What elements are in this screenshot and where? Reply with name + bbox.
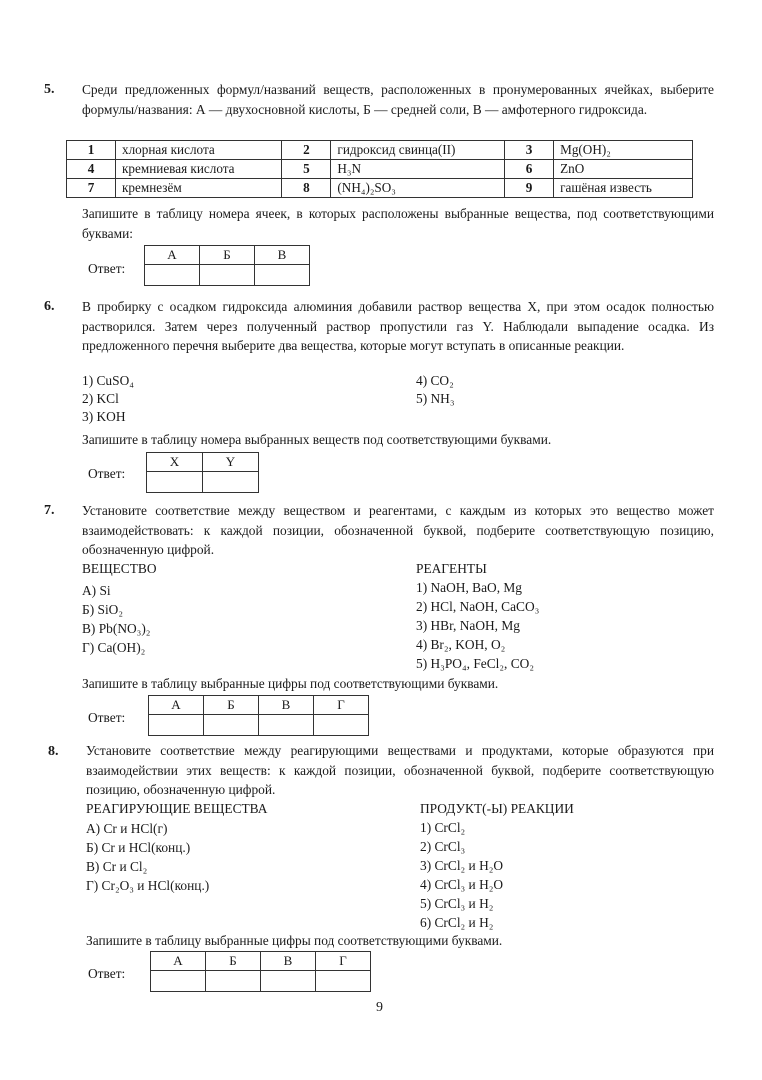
reactant-item-b: Б) Cr и HCl(конц.) [86,840,191,855]
answer-cell[interactable] [203,472,259,493]
answer-header: В [255,246,310,265]
question-7-answer-table [148,695,369,736]
cell-number: 9 [505,179,554,198]
answer-cell[interactable] [204,715,259,736]
cell-number: 5 [282,160,331,179]
product-item-6: 6) CrCl₂ и H₂ [420,915,494,930]
column-title-reactants: РЕАГИРУЮЩИЕ ВЕЩЕСТВА [86,801,268,816]
option-1: 1) CuSO₄ [82,373,134,388]
reagent-item-5: 5) H₃PO₄, FeCl₂, CO₂ [416,656,534,671]
option-5: 5) NH₃ [416,391,455,406]
answer-cell[interactable] [145,265,200,286]
product-item-1: 1) CrCl₂ [420,820,466,835]
substance-item-a: А) Si [82,583,111,598]
substance-item-g: Г) Ca(OH)₂ [82,640,146,655]
answer-header: А [151,952,206,971]
answer-header: А [149,696,204,715]
substance-item-v: В) Pb(NO₃)₂ [82,621,151,636]
product-item-3: 3) CrCl₂ и H₂O [420,858,504,873]
answer-cell[interactable] [255,265,310,286]
column-title-products: ПРОДУКТ(-Ы) РЕАКЦИИ [420,801,574,816]
answer-cell[interactable] [206,971,261,992]
reactant-item-a: А) Cr и HCl(г) [86,821,168,836]
question-5-number: 5. [44,82,55,97]
cell-substance: Mg(OH)₂ [554,141,693,160]
reagent-item-2: 2) HCl, NaOH, CaCO₃ [416,599,540,614]
question-8-instruction: Запишите в таблицу выбранные цифры под соответствующими буквами. [86,933,503,948]
answer-header-row [149,696,369,715]
question-7-instruction: Запишите в таблицу выбранные цифры под соответствующими буквами. [82,676,499,691]
answer-input-row [151,971,371,992]
table-row [67,141,693,160]
question-5-instruction: Запишите в таблицу номера ячеек, в которых расположены выбранные вещества, под соответствующими буквами: [82,206,714,241]
answer-header-row [147,453,259,472]
table-row [67,179,693,198]
answer-header: В [261,952,316,971]
reagent-item-4: 4) Br₂, KOH, O₂ [416,637,506,652]
cell-number: 3 [505,141,554,160]
answer-input-row [147,472,259,493]
question-8-answer-table [150,951,371,992]
cell-substance: гидроксид свинца(II) [331,141,505,160]
product-item-2: 2) CrCl₃ [420,839,466,854]
answer-cell[interactable] [147,472,203,493]
question-6-number: 6. [44,299,55,314]
option-2: 2) KCl [82,391,119,406]
question-5-answer-table [144,245,310,286]
answer-header: А [145,246,200,265]
column-title-substance: ВЕЩЕСТВО [82,561,157,576]
cell-substance: кремнезём [116,179,282,198]
answer-cell[interactable] [261,971,316,992]
answer-label: Ответ: [88,710,126,725]
cell-substance: кремниевая кислота [116,160,282,179]
option-3: 3) KOH [82,409,126,424]
answer-header: Б [200,246,255,265]
answer-cell[interactable] [259,715,314,736]
cell-substance: ZnO [554,160,693,179]
answer-input-row [149,715,369,736]
product-item-5: 5) CrCl₃ и H₂ [420,896,494,911]
answer-input-row [145,265,310,286]
answer-label: Ответ: [88,966,126,981]
question-6-answer-table [146,452,259,493]
cell-substance: гашёная известь [554,179,693,198]
page-number: 9 [376,1000,383,1015]
answer-header: X [147,453,203,472]
cell-number: 1 [67,141,116,160]
cell-substance: хлорная кислота [116,141,282,160]
reactant-item-v: В) Cr и Cl₂ [86,859,148,874]
column-title-reagents: РЕАГЕНТЫ [416,561,487,576]
reactant-item-g: Г) Cr₂O₃ и HCl(конц.) [86,878,210,893]
table-row [67,160,693,179]
cell-substance: (NH₄)₂SO₃ [331,179,505,198]
answer-header: Y [203,453,259,472]
answer-cell[interactable] [314,715,369,736]
reagent-item-3: 3) HBr, NaOH, Mg [416,618,520,633]
answer-header-row [145,246,310,265]
cell-number: 7 [67,179,116,198]
answer-header: Г [314,696,369,715]
question-8-text: Установите соответствие между реагирующими веществами и продуктами, которые образуются при взаимодействии этих веществ: к каждой позиции, обозначенной буквой, подберите соответствующую позицию, обозначенную цифрой. [86,743,714,797]
answer-cell[interactable] [151,971,206,992]
answer-header: Б [204,696,259,715]
question-8-number: 8. [48,744,59,759]
option-4: 4) CO₂ [416,373,454,388]
reagent-item-1: 1) NaOH, BaO, Mg [416,580,522,595]
answer-header: В [259,696,314,715]
cell-number: 2 [282,141,331,160]
cell-number: 8 [282,179,331,198]
answer-header: Б [206,952,261,971]
cell-number: 4 [67,160,116,179]
cell-substance: H₃N [331,160,505,179]
answer-cell[interactable] [316,971,371,992]
answer-cell[interactable] [149,715,204,736]
answer-label: Ответ: [88,261,126,276]
substance-item-b: Б) SiO₂ [82,602,124,617]
question-5-cells-table [66,140,693,198]
answer-label: Ответ: [88,466,126,481]
question-6-instruction: Запишите в таблицу номера выбранных веществ под соответствующими буквами. [82,432,552,447]
cell-number: 6 [505,160,554,179]
answer-cell[interactable] [200,265,255,286]
answer-header-row [151,952,371,971]
question-6-text: В пробирку с осадком гидроксида алюминия добавили раствор вещества X, при этом осадок полностью растворился. Затем через полученный раствор пропустили газ Y. Наблюдали выпадение осадка. Из предложенного перечня выберите два вещества, которые могут вступать в описанные реакции. [82,299,714,353]
question-7-text: Установите соответствие между веществом и реагентами, с каждым из которых это вещество может взаимодействовать: к каждой позиции, обозначенной буквой, подберите соответствующую позицию, обозначенную цифрой. [82,503,714,557]
product-item-4: 4) CrCl₃ и H₂O [420,877,504,892]
answer-header: Г [316,952,371,971]
question-5-text: Среди предложенных формул/названий веществ, расположенных в пронумерованных ячейках, выберите формулы/названия: А — двухосновной кислоты, Б — средней соли, В — амфотерного гидроксида. [82,82,714,117]
question-7-number: 7. [44,503,55,518]
